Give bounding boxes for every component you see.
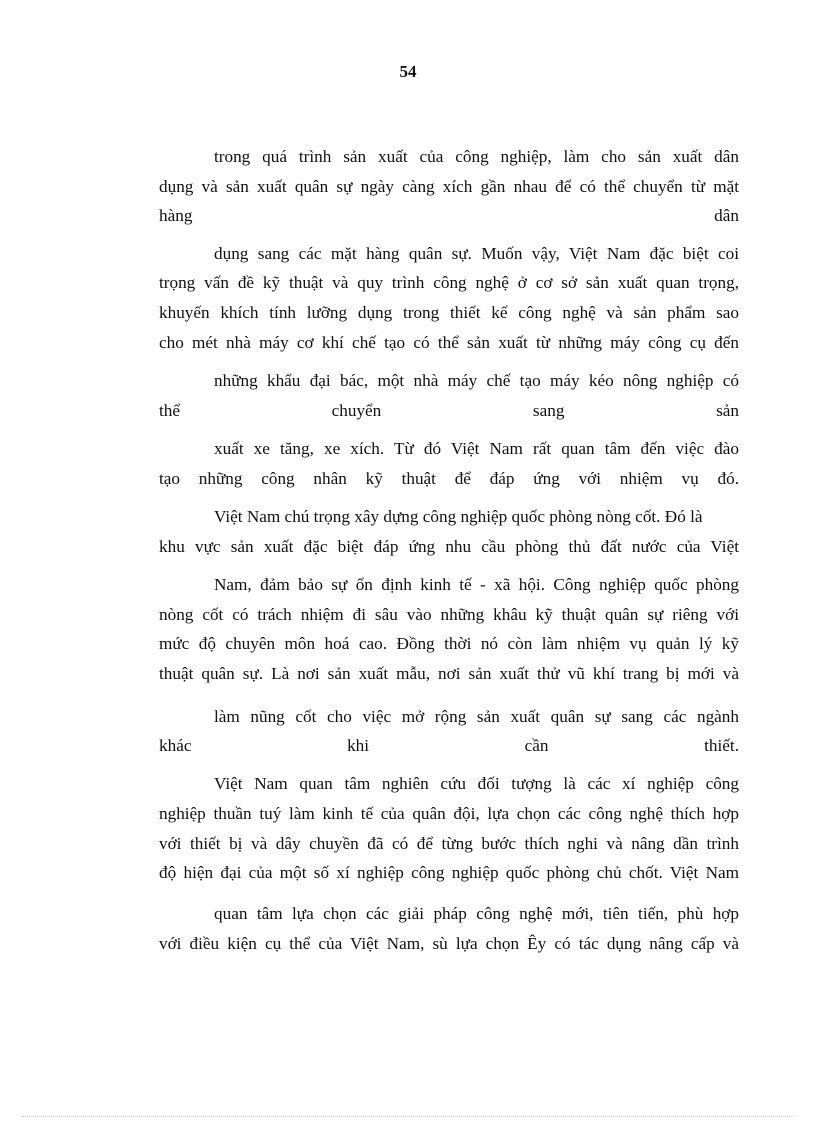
text-line: thể chuyển sang sản (159, 401, 739, 420)
text-line: khác khi cần thiết. (159, 736, 739, 755)
text-line: trong quá trình sản xuất của công nghiệp, làm cho sản xuất dân (214, 147, 739, 166)
text-line: nòng cốt có trách nhiệm đi sâu vào những khâu kỹ thuật quân sự riêng với (159, 605, 739, 624)
text-line: Việt Nam quan tâm nghiên cứu đối tượng là các xí nghiệp công (214, 774, 739, 793)
page-bottom-border (22, 1116, 794, 1117)
page-number: 54 (399, 62, 417, 81)
text-line: cho mét nhà máy cơ khí chế tạo có thể sản xuất từ những máy công cụ đến (159, 333, 739, 352)
text-line: tạo những công nhân kỹ thuật để đáp ứng với nhiệm vụ đó. (159, 469, 739, 488)
text-line: Việt Nam chú trọng xây dựng công nghiệp quốc phòng nòng cốt. Đó là (214, 507, 703, 526)
text-line: xuất xe tăng, xe xích. Từ đó Việt Nam rất quan tâm đến việc đào (214, 439, 739, 458)
text-line: trọng vấn đề kỹ thuật và quy trình công nghệ ở cơ sở sản xuất quan trọng, (159, 273, 739, 292)
text-line: độ hiện đại của một số xí nghiệp công nghiệp quốc phòng chủ chốt. Việt Nam (159, 863, 739, 882)
text-line: thuật quân sự. Là nơi sản xuất mẫu, nơi sản xuất thử vũ khí trang bị mới và (159, 664, 739, 683)
text-line: dụng và sản xuất quân sự ngày càng xích gần nhau để có thể chuyển từ mặt (159, 177, 739, 196)
text-line: hàng dân (159, 206, 739, 225)
text-line: quan tâm lựa chọn các giải pháp công nghệ mới, tiên tiến, phù hợp (214, 904, 739, 923)
text-line: khuyến khích tính lưỡng dụng trong thiết kế công nghệ và sản phẩm sao (159, 303, 739, 322)
text-line: làm nũng cốt cho việc mở rộng sản xuất quân sự sang các ngành (214, 707, 739, 726)
text-line: những khẩu đại bác, một nhà máy chế tạo máy kéo nông nghiệp có (214, 371, 739, 390)
text-line: khu vực sản xuất đặc biệt đáp ứng nhu cầu phòng thủ đất nước của Việt (159, 537, 739, 556)
text-line: nghiệp thuần tuý làm kinh tế của quân đội, lựa chọn các công nghệ thích hợp (159, 804, 739, 823)
text-line: mức độ chuyên môn hoá cao. Đồng thời nó còn làm nhiệm vụ quản lý kỹ (159, 634, 739, 653)
text-line: với điều kiện cụ thể của Việt Nam, sù lựa chọn Êy có tác dụng nâng cấp và (159, 934, 739, 953)
text-line: Nam, đảm bảo sự ổn định kinh tế - xã hội. Công nghiệp quốc phòng (214, 575, 739, 594)
text-line: với thiết bị và dây chuyền đã có để từng bước thích nghi và nâng dần trình (159, 834, 739, 853)
text-line: dụng sang các mặt hàng quân sự. Muốn vậy, Việt Nam đặc biệt coi (214, 244, 739, 263)
